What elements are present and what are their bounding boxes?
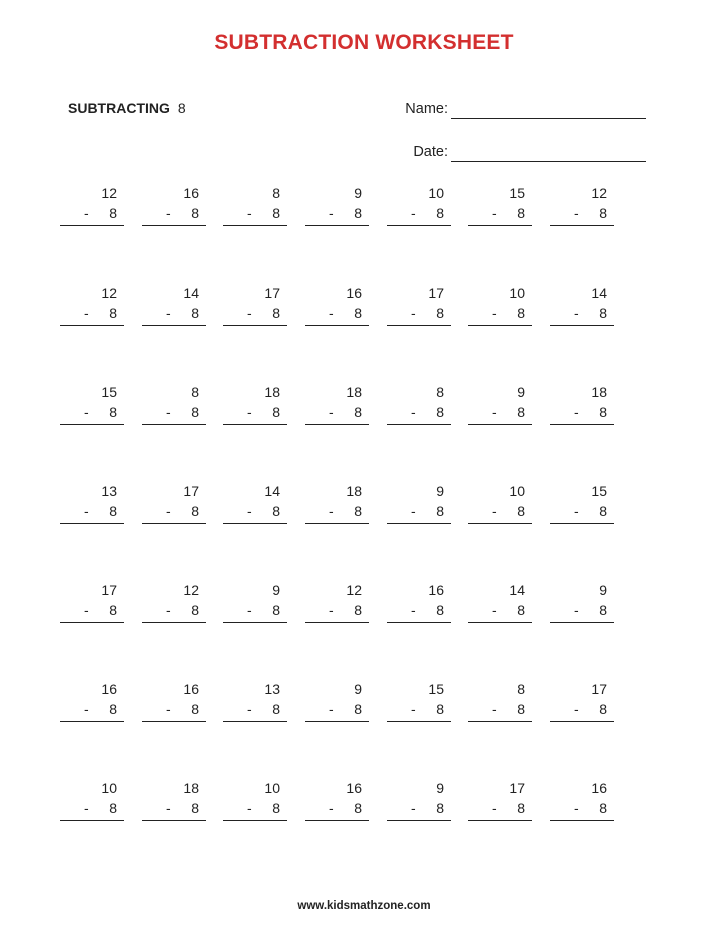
problem [387,285,451,329]
minuend: 12 [346,582,362,598]
minuend: 10 [101,780,117,796]
answer-line [468,225,532,226]
minus-sign: - [166,800,171,816]
problem [60,185,124,229]
minuend: 9 [517,384,525,400]
minus-sign: - [574,602,579,618]
minuend: 13 [264,681,280,697]
minus-sign: - [166,602,171,618]
answer-line [142,523,206,524]
minuend: 14 [591,285,607,301]
answer-line [60,721,124,722]
answer-line [305,325,369,326]
subtrahend: 8 [436,205,444,221]
minus-sign: - [247,701,252,717]
problem [142,681,206,725]
minuend: 9 [599,582,607,598]
subtrahend: 8 [517,404,525,420]
subtrahend: 8 [272,503,280,519]
answer-line [305,523,369,524]
name-label: Name: [405,101,448,117]
minus-sign: - [492,800,497,816]
subtrahend: 8 [517,800,525,816]
problem [142,185,206,229]
footer-url: www.kidsmathzone.com [297,900,431,912]
subtrahend: 8 [191,800,199,816]
minus-sign: - [492,701,497,717]
minuend: 18 [264,384,280,400]
minus-sign: - [247,800,252,816]
problem [60,285,124,329]
minus-sign: - [247,404,252,420]
problem [468,285,532,329]
minus-sign: - [84,305,89,321]
subtrahend: 8 [436,305,444,321]
minuend: 16 [183,681,199,697]
subtrahend: 8 [354,800,362,816]
subtrahend: 8 [436,503,444,519]
subtrahend: 8 [109,205,117,221]
minus-sign: - [492,205,497,221]
minuend: 18 [346,384,362,400]
subtrahend: 8 [354,503,362,519]
problem [468,780,532,824]
minus-sign: - [492,503,497,519]
minus-sign: - [411,305,416,321]
minuend: 9 [272,582,280,598]
answer-line [142,424,206,425]
problem [387,384,451,428]
minus-sign: - [492,404,497,420]
subtrahend: 8 [354,602,362,618]
answer-line [387,325,451,326]
problem [387,483,451,527]
problem [468,582,532,626]
subtitle-label: SUBTRACTING [68,100,170,116]
answer-line [387,622,451,623]
subtrahend: 8 [517,205,525,221]
answer-line [468,721,532,722]
subtrahend: 8 [109,503,117,519]
subtrahend: 8 [517,602,525,618]
subtrahend: 8 [599,205,607,221]
answer-line [60,424,124,425]
minuend: 16 [346,285,362,301]
subtrahend: 8 [191,404,199,420]
minus-sign: - [84,701,89,717]
minus-sign: - [492,305,497,321]
answer-line [223,424,287,425]
minuend: 15 [591,483,607,499]
minus-sign: - [329,701,334,717]
minus-sign: - [329,205,334,221]
minus-sign: - [166,205,171,221]
answer-line [468,523,532,524]
minus-sign: - [329,800,334,816]
minuend: 18 [183,780,199,796]
minus-sign: - [492,602,497,618]
answer-line [142,820,206,821]
problem [550,384,614,428]
answer-line [60,820,124,821]
minuend: 17 [264,285,280,301]
problem [60,582,124,626]
minuend: 16 [591,780,607,796]
answer-line [60,225,124,226]
problem [468,185,532,229]
worksheet-title: SUBTRACTION WORKSHEET [214,31,514,54]
answer-line [550,225,614,226]
subtrahend: 8 [599,503,607,519]
subtrahend: 8 [109,701,117,717]
problem [387,582,451,626]
minuend: 14 [264,483,280,499]
answer-line [550,721,614,722]
minuend: 14 [509,582,525,598]
subtrahend: 8 [436,800,444,816]
minus-sign: - [247,305,252,321]
subtrahend: 8 [436,602,444,618]
minuend: 9 [436,780,444,796]
minuend: 15 [509,185,525,201]
minus-sign: - [411,404,416,420]
answer-line [60,325,124,326]
subtrahend: 8 [354,205,362,221]
minus-sign: - [574,404,579,420]
minuend: 9 [436,483,444,499]
subtrahend: 8 [109,800,117,816]
problem [142,780,206,824]
problem [305,582,369,626]
minus-sign: - [84,602,89,618]
minus-sign: - [329,602,334,618]
minuend: 14 [183,285,199,301]
subtrahend: 8 [272,602,280,618]
minuend: 17 [183,483,199,499]
subtrahend: 8 [354,701,362,717]
subtitle-number: 8 [177,100,186,116]
minuend: 10 [509,285,525,301]
answer-line [142,325,206,326]
subtrahend: 8 [272,205,280,221]
minus-sign: - [247,602,252,618]
subtrahend: 8 [599,800,607,816]
subtrahend: 8 [599,404,607,420]
minuend: 16 [183,185,199,201]
subtrahend: 8 [191,701,199,717]
minus-sign: - [84,503,89,519]
answer-line [223,820,287,821]
minuend: 15 [428,681,444,697]
subtrahend: 8 [109,602,117,618]
problem [223,285,287,329]
minuend: 10 [264,780,280,796]
subtrahend: 8 [272,800,280,816]
answer-line [305,622,369,623]
problem [550,780,614,824]
minus-sign: - [166,503,171,519]
answer-line [305,721,369,722]
minus-sign: - [411,701,416,717]
answer-line [550,424,614,425]
minus-sign: - [166,305,171,321]
problem [60,681,124,725]
minuend: 12 [183,582,199,598]
minus-sign: - [84,404,89,420]
answer-line [468,325,532,326]
answer-line [223,523,287,524]
minus-sign: - [574,701,579,717]
minus-sign: - [574,800,579,816]
answer-line [223,325,287,326]
problem [387,681,451,725]
problem [468,681,532,725]
minuend: 12 [101,285,117,301]
minuend: 12 [591,185,607,201]
minuend: 17 [101,582,117,598]
subtrahend: 8 [191,602,199,618]
answer-line [305,424,369,425]
minus-sign: - [329,404,334,420]
problem [305,384,369,428]
answer-line [142,721,206,722]
minuend: 9 [354,185,362,201]
subtrahend: 8 [272,701,280,717]
subtrahend: 8 [272,305,280,321]
minuend: 10 [509,483,525,499]
problem [305,483,369,527]
subtrahend: 8 [599,602,607,618]
minuend: 17 [591,681,607,697]
answer-line [550,820,614,821]
minuend: 16 [101,681,117,697]
subtrahend: 8 [191,305,199,321]
problem [223,582,287,626]
subtrahend: 8 [599,305,607,321]
problem [387,780,451,824]
answer-line [142,225,206,226]
subtrahend: 8 [354,305,362,321]
minus-sign: - [574,503,579,519]
problem [550,185,614,229]
minus-sign: - [411,602,416,618]
minus-sign: - [411,800,416,816]
answer-line [223,622,287,623]
subtrahend: 8 [191,205,199,221]
minuend: 16 [428,582,444,598]
minuend: 10 [428,185,444,201]
answer-line [468,622,532,623]
problem [550,582,614,626]
minus-sign: - [574,305,579,321]
minus-sign: - [84,800,89,816]
problem [60,780,124,824]
problem [223,384,287,428]
minuend: 8 [517,681,525,697]
minuend: 9 [354,681,362,697]
minus-sign: - [411,205,416,221]
subtrahend: 8 [109,305,117,321]
minuend: 16 [346,780,362,796]
problem [305,780,369,824]
answer-line [223,225,287,226]
subtrahend: 8 [517,701,525,717]
answer-line [550,523,614,524]
subtrahend: 8 [517,305,525,321]
minuend: 8 [191,384,199,400]
minuend: 17 [509,780,525,796]
subtrahend: 8 [517,503,525,519]
minus-sign: - [329,305,334,321]
answer-line [550,325,614,326]
problem [142,483,206,527]
problem [223,780,287,824]
problem [223,681,287,725]
problem [550,483,614,527]
problem [550,285,614,329]
answer-line [142,622,206,623]
minus-sign: - [84,205,89,221]
minuend: 13 [101,483,117,499]
minuend: 8 [436,384,444,400]
answer-line [387,225,451,226]
minus-sign: - [574,205,579,221]
problem [223,483,287,527]
minuend: 15 [101,384,117,400]
subtrahend: 8 [191,503,199,519]
problem [60,483,124,527]
minus-sign: - [247,503,252,519]
date-field[interactable] [451,161,646,162]
problem [142,582,206,626]
minuend: 12 [101,185,117,201]
answer-line [468,820,532,821]
answer-line [387,523,451,524]
minus-sign: - [247,205,252,221]
problem [550,681,614,725]
answer-line [305,820,369,821]
answer-line [468,424,532,425]
minus-sign: - [411,503,416,519]
minuend: 17 [428,285,444,301]
subtitle [68,100,186,116]
problem [387,185,451,229]
problem [305,681,369,725]
minuend: 18 [591,384,607,400]
subtrahend: 8 [272,404,280,420]
subtrahend: 8 [354,404,362,420]
problem [223,185,287,229]
answer-line [387,721,451,722]
problem [60,384,124,428]
answer-line [223,721,287,722]
subtrahend: 8 [109,404,117,420]
date-label: Date: [413,144,448,160]
answer-line [387,820,451,821]
answer-line [60,523,124,524]
name-field[interactable] [451,118,646,119]
subtrahend: 8 [436,701,444,717]
minuend: 8 [272,185,280,201]
subtrahend: 8 [599,701,607,717]
problem [305,285,369,329]
minus-sign: - [166,701,171,717]
answer-line [305,225,369,226]
answer-line [60,622,124,623]
minus-sign: - [166,404,171,420]
minuend: 18 [346,483,362,499]
answer-line [387,424,451,425]
minus-sign: - [329,503,334,519]
subtrahend: 8 [436,404,444,420]
answer-line [550,622,614,623]
problem [142,384,206,428]
problem [468,384,532,428]
problem [142,285,206,329]
problem [468,483,532,527]
problem [305,185,369,229]
